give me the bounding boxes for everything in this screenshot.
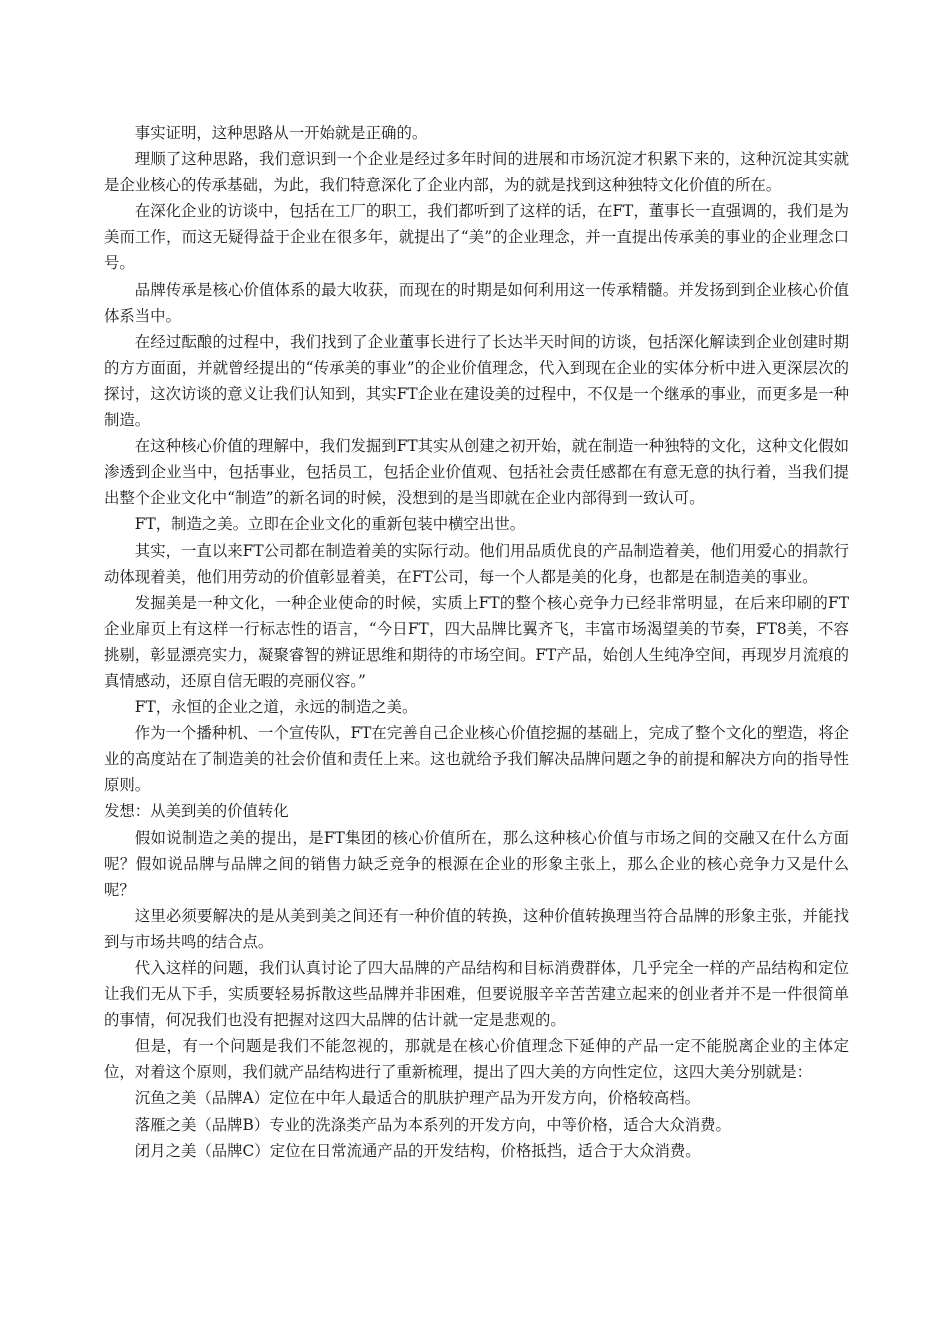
- list-item: 闭月之美（品牌C）定位在日常流通产品的开发结构，价格抵挡，适合于大众消费。: [134, 1141, 701, 1160]
- paragraph: 在经过酝酿的过程中，我们找到了企业董事长进行了长达半天时间的访谈，包括深化解读到企业创建时期的方方面面，并就曾经提出的“传承美的事业”的企业价值理念，代入到现在企业的实体分析中进入更深层次的探讨，这次访谈的意义让我们认知到，其实FT企业在建设美的过程中，不仅是一个继承的事业，而更多是一种制造。: [104, 332, 849, 430]
- paragraph: FT，永恒的企业之道，永远的制造之美。: [134, 698, 418, 717]
- list-item: 沉鱼之美（品牌A）定位在中年人最适合的肌肤护理产品为开发方向，价格较高档。: [134, 1089, 700, 1108]
- paragraph: 理顺了这种思路，我们意识到一个企业是经过多年时间的进展和市场沉淀才积累下来的，这种沉淀其实就是企业核心的传承基础，为此，我们特意深化了企业内部，为的就是找到这种独特文化价值的所在。: [104, 150, 849, 195]
- paragraph: 假如说制造之美的提出，是FT集团的核心价值所在，那么这种核心价值与市场之间的交融又在什么方面呢？假如说品牌与品牌之间的销售力缺乏竞争的根源在企业的形象主张上，那么企业的核心竞争力又是什么呢？: [104, 828, 849, 899]
- paragraph: 但是，有一个问题是我们不能忽视的，那就是在核心价值理念下延伸的产品一定不能脱离企业的主体定位，对着这个原则，我们就产品结构进行了重新梳理，提出了四大美的方向性定位，这四大美分别就是：: [104, 1037, 849, 1082]
- paragraph: 在这种核心价值的理解中，我们发掘到FT其实从创建之初开始，就在制造一种独特的文化，这种文化假如渗透到企业当中，包括事业，包括员工，包括企业价值观、包括社会责任感都在有意无意的执行着，当我们提出整个企业文化中“制造”的新名词的时候，没想到的是当即就在企业内部得到一致认可。: [104, 437, 849, 508]
- section-heading: 发想：从美到美的价值转化: [104, 802, 289, 821]
- paragraph: 其实，一直以来FT公司都在制造着美的实际行动。他们用品质优良的产品制造着美，他们用爱心的捐款行动体现着美，他们用劳动的价值彰显着美，在FT公司，每一个人都是美的化身，也都是在制造美的事业。: [104, 541, 849, 586]
- document-page: [104, 120, 849, 1164]
- paragraph: 作为一个播种机、一个宣传队，FT在完善自己企业核心价值挖掘的基础上，完成了整个文化的塑造，将企业的高度站在了制造美的社会价值和责任上来。这也就给予我们解决品牌问题之争的前提和解决方向的指导性原则。: [104, 724, 849, 795]
- list-item: 落雁之美（品牌B）专业的洗涤类产品为本系列的开发方向，中等价格，适合大众消费。: [134, 1115, 731, 1134]
- paragraph: 发掘美是一种文化，一种企业使命的时候，实质上FT的整个核心竞争力已经非常明显，在后来印刷的FT企业扉页上有这样一行标志性的语言，“今日FT，四大品牌比翼齐飞，丰富市场渴望美的节奏，FT8美，不容挑剔，彰显漂亮实力，凝聚睿智的辨证思维和期待的市场空间。FT产品，始创人生纯净空间，再现岁月流痕的真情感动，还原自信无暇的亮丽仪容。”: [104, 593, 849, 690]
- paragraph: 事实证明，这种思路从一开始就是正确的。: [134, 124, 428, 142]
- paragraph: 在深化企业的访谈中，包括在工厂的职工，我们都听到了这样的话，在FT，董事长一直强调的，我们是为美而工作，而这无疑得益于企业在很多年，就提出了“美”的企业理念，并一直提出传承美的事业的企业理念口号。: [104, 202, 849, 273]
- paragraph: 品牌传承是核心价值体系的最大收获，而现在的时期是如何利用这一传承精髓。并发扬到到企业核心价值体系当中。: [104, 280, 849, 325]
- paragraph: 代入这样的问题，我们认真讨论了四大品牌的产品结构和目标消费群体，几乎完全一样的产品结构和定位让我们无从下手，实质要轻易拆散这些品牌并非困难，但要说服辛辛苦苦建立起来的创业者并不是一件很简单的事情，何况我们也没有把握对这四大品牌的估计就一定是悲观的。: [104, 959, 849, 1030]
- paragraph: 这里必须要解决的是从美到美之间还有一种价值的转换，这种价值转换理当符合品牌的形象主张，并能找到与市场共鸣的结合点。: [104, 906, 849, 951]
- paragraph: FT，制造之美。立即在企业文化的重新包装中横空出世。: [134, 515, 526, 534]
